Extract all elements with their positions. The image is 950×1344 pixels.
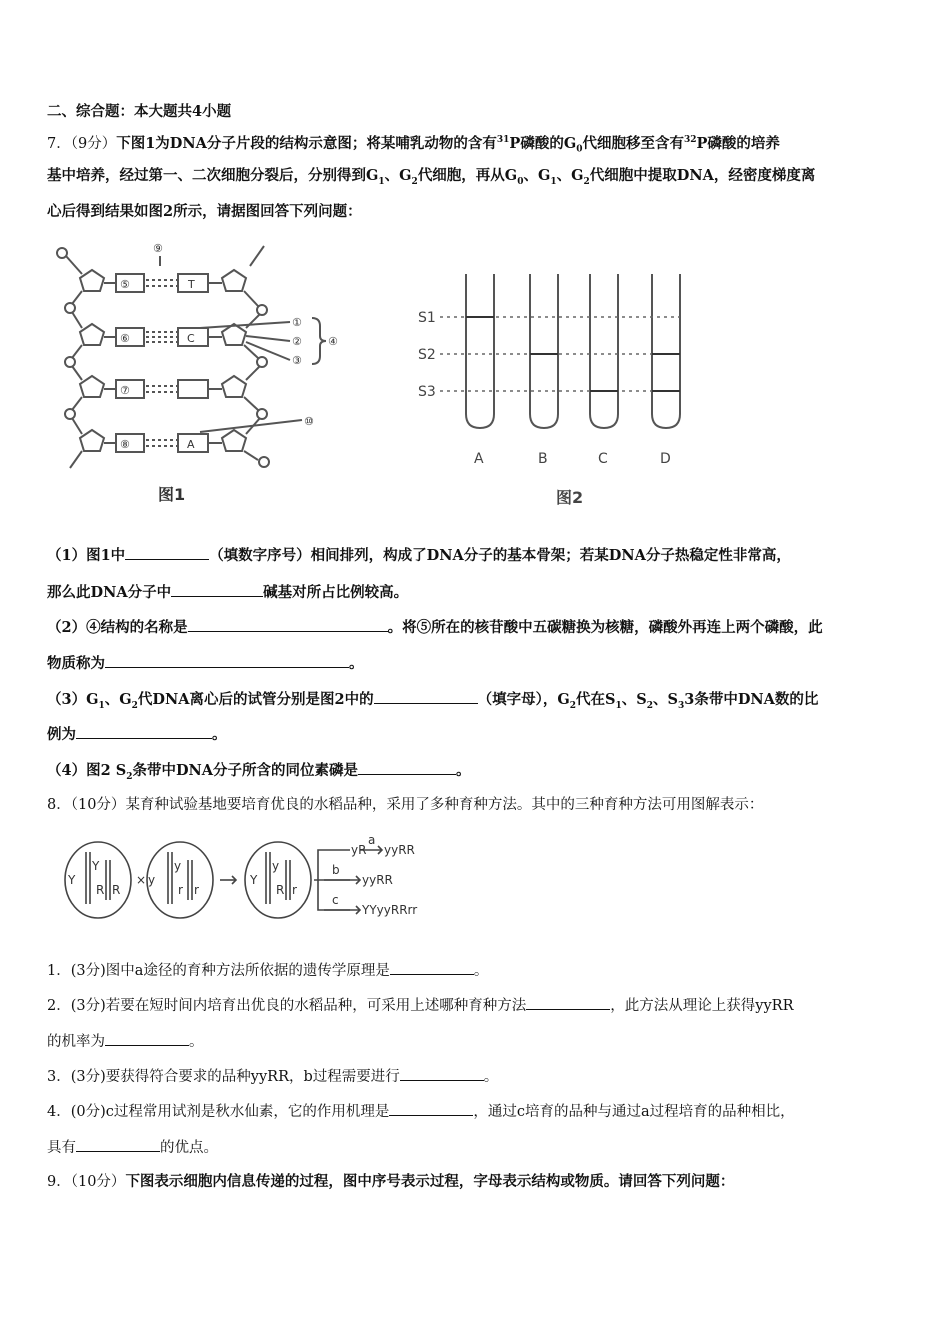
text: 、G xyxy=(104,691,132,708)
text: 。将⑤所在的核苷酸中五碳糖换为核糖，磷酸外再连上两个磷酸，此 xyxy=(387,619,823,636)
text: （3）G xyxy=(47,691,99,708)
q7-line-2 xyxy=(47,166,815,192)
sub: 2 xyxy=(646,700,653,711)
base-c: C xyxy=(187,332,195,345)
q7-score: （9分） xyxy=(70,135,117,152)
gene-label: y xyxy=(272,859,280,873)
gene-label: R xyxy=(276,883,285,897)
label-6: ⑥ xyxy=(120,332,130,345)
text: （4）图2 S xyxy=(47,762,127,779)
answer-blank-8[interactable] xyxy=(390,960,474,975)
text: ，此方法从理论上获得yyRR xyxy=(610,998,794,1014)
figure-2-caption: 图2 xyxy=(556,488,584,507)
text: 条带中DNA分子所含的同位素磷是 xyxy=(132,762,359,779)
q8-text: 某育种试验基地要培育优良的水稻品种，采用了多种育种方法。其中的三种育种方法可用图解表示： xyxy=(125,797,764,813)
sub: 0 xyxy=(517,176,524,187)
text: 。 xyxy=(212,726,227,743)
answer-blank-3[interactable] xyxy=(188,617,388,632)
sub: 3 xyxy=(677,700,685,711)
band-label-s3: S3 xyxy=(418,384,436,400)
path-a-letter: a xyxy=(368,833,376,847)
answer-blank-11[interactable] xyxy=(400,1066,484,1081)
text: 。 xyxy=(189,1034,204,1050)
q7-sub3-line2 xyxy=(47,724,227,745)
q8-part1 xyxy=(47,960,488,981)
q9-num: 9． xyxy=(47,1174,71,1190)
q9-score: （10分） xyxy=(70,1174,126,1190)
text: 的优点。 xyxy=(160,1140,218,1156)
sub: 2 xyxy=(411,176,418,187)
tube-label-b: B xyxy=(538,451,548,467)
answer-blank-7[interactable] xyxy=(358,760,456,775)
answer-blank-10[interactable] xyxy=(105,1031,189,1046)
gene-label: r xyxy=(194,883,199,897)
figure-1-dna-structure xyxy=(50,236,360,511)
text: ，通过c培育的品种与通过a过程培育的品种相比， xyxy=(473,1104,795,1120)
tube-a xyxy=(466,274,494,428)
text: 。 xyxy=(456,762,471,779)
answer-blank-4[interactable] xyxy=(105,653,349,668)
answer-blank-1[interactable] xyxy=(125,545,209,560)
sub: 1 xyxy=(550,176,557,187)
q8-part2-line2 xyxy=(47,1031,204,1052)
path-a-result: yyRR xyxy=(384,843,415,857)
tube-b xyxy=(530,274,558,428)
text: 、S xyxy=(621,691,647,708)
text: 具有 xyxy=(47,1140,76,1156)
label-8: ⑧ xyxy=(120,438,130,451)
q7-line-3: 心后得到结果如图2所示，请据图回答下列问题： xyxy=(47,203,362,220)
sub: 2 xyxy=(569,700,576,711)
text: （1）图1中 xyxy=(47,547,126,564)
path-c-result: YYyyRRrr xyxy=(362,903,418,917)
text: 1．(3分)图中a途径的育种方法所依据的遗传学原理是 xyxy=(47,963,390,979)
sub: 2 xyxy=(583,176,590,187)
label-4: ④ xyxy=(328,335,338,348)
label-7: ⑦ xyxy=(120,384,130,397)
cross-symbol: × xyxy=(136,873,147,887)
path-b-result: yyRR xyxy=(362,873,393,887)
sub: 2 xyxy=(131,700,138,711)
text: （填数字序号）相间排列，构成了DNA分子的基本骨架；若某DNA分子热稳定性非常高， xyxy=(209,547,791,564)
gene-label: y xyxy=(148,873,156,887)
answer-blank-12[interactable] xyxy=(389,1101,473,1116)
text: 2．(3分)若要在短时间内培育出优良的水稻品种，可采用上述哪种育种方法 xyxy=(47,998,527,1014)
gene-label: r xyxy=(178,883,183,897)
q7-text-1b: P磷酸的G xyxy=(509,134,577,152)
q7-sub2-line2 xyxy=(47,653,364,674)
q7-sub4 xyxy=(47,760,471,787)
path-b-letter: b xyxy=(332,863,340,877)
tube-label-c: C xyxy=(598,451,608,467)
gene-label: Y xyxy=(250,873,258,887)
gene-label: r xyxy=(292,883,297,897)
label-1: ① xyxy=(292,316,302,329)
sub: 1 xyxy=(615,700,622,711)
q9-text: 下图表示细胞内信息传递的过程，图中序号表示过程，字母表示结构或物质。请回答下列问题： xyxy=(125,1173,735,1190)
section-title: 二、综合题：本大题共4小题 xyxy=(47,103,232,120)
text: 的机率为 xyxy=(47,1034,105,1050)
q7-text-2d: 、G xyxy=(523,167,551,184)
answer-blank-5[interactable] xyxy=(374,689,478,704)
text: 物质称为 xyxy=(47,655,105,672)
label-10: ⑩ xyxy=(304,415,314,428)
q8-line xyxy=(47,795,763,815)
q7-num: 7． xyxy=(47,135,71,152)
q7-text-2e: 、G xyxy=(556,167,584,184)
text: 4．(0分)c过程常用试剂是秋水仙素，它的作用机理是 xyxy=(47,1104,390,1120)
q8-num: 8． xyxy=(47,797,71,813)
text: 代DNA离心后的试管分别是图2中的 xyxy=(137,691,374,708)
q7-line-1 xyxy=(47,130,780,160)
text: 代在S xyxy=(575,691,616,708)
q7-sub2-line1 xyxy=(47,617,823,638)
q8-part4-line2 xyxy=(47,1137,218,1158)
answer-blank-9[interactable] xyxy=(526,995,610,1010)
text: 碱基对所占比例较高。 xyxy=(263,584,409,601)
sup-32: 32 xyxy=(683,135,697,145)
q9-line xyxy=(47,1172,734,1192)
tube-c xyxy=(590,274,618,428)
sup-31: 31 xyxy=(496,135,510,145)
q8-part3 xyxy=(47,1066,498,1087)
q7-text-2a: 基中培养，经过第一、二次细胞分裂后，分别得到G xyxy=(47,167,379,184)
text: （填字母），G xyxy=(477,691,570,708)
band-label-s2: S2 xyxy=(418,347,436,363)
tube-d xyxy=(652,274,680,428)
label-9: ⑨ xyxy=(153,242,163,255)
text: 。 xyxy=(483,1069,499,1085)
text: 。 xyxy=(349,655,364,672)
q7-text-2f: 代细胞中提取DNA，经密度梯度离 xyxy=(589,167,816,184)
answer-blank-6[interactable] xyxy=(76,724,212,739)
label-2: ② xyxy=(292,335,302,348)
q7-text-2b: 、G xyxy=(384,167,412,184)
base-a: A xyxy=(187,438,195,451)
text: 。 xyxy=(473,963,489,979)
text: 那么此DNA分子中 xyxy=(47,584,172,601)
label-5: ⑤ xyxy=(120,278,130,291)
q7-text-1c: 代细胞移至含有 xyxy=(582,134,684,152)
label-3: ③ xyxy=(292,354,302,367)
text: 3．(3分)要获得符合要求的品种yyRR，b过程需要进行 xyxy=(47,1069,400,1085)
gene-label: Y xyxy=(92,859,100,873)
q7-sub3-line1 xyxy=(47,689,818,716)
breeding-diagram xyxy=(60,830,430,930)
q7-sub1-line1 xyxy=(47,545,791,566)
sub: 2 xyxy=(126,771,133,782)
q8-part2-line1 xyxy=(47,995,793,1016)
q8-part4-line1 xyxy=(47,1101,795,1122)
gene-label: R xyxy=(112,883,121,897)
tube-label-a: A xyxy=(474,451,484,467)
answer-blank-13[interactable] xyxy=(76,1137,160,1152)
answer-blank-2[interactable] xyxy=(171,582,263,597)
figure-1-caption: 图1 xyxy=(158,485,186,504)
band-label-s1: S1 xyxy=(418,310,436,326)
cell-2 xyxy=(147,842,213,918)
text: 、S xyxy=(652,691,678,708)
sub: 1 xyxy=(98,700,105,711)
text: 例为 xyxy=(47,726,76,743)
path-c-letter: c xyxy=(332,893,339,907)
path-a-intermediate: yR xyxy=(351,843,367,857)
q7-sub1-line2 xyxy=(47,582,408,603)
tube-label-d: D xyxy=(660,451,671,467)
text: 3条带中DNA数的比 xyxy=(684,691,819,708)
q7-text-1d: P磷酸的培养 xyxy=(696,134,780,152)
figure-2-centrifuge-tubes xyxy=(410,260,700,510)
gene-label: Y xyxy=(68,873,76,887)
text: （2）④结构的名称是 xyxy=(47,619,188,636)
sub: 1 xyxy=(378,176,385,187)
base-t: T xyxy=(188,278,195,291)
gene-label: R xyxy=(96,883,105,897)
q8-score: （10分） xyxy=(70,797,126,813)
q7-text-1a: 下图1为DNA分子片段的结构示意图；将某哺乳动物的含有 xyxy=(116,134,497,152)
q7-text-2c: 代细胞，再从G xyxy=(417,167,518,184)
gene-label: y xyxy=(174,859,182,873)
sub-0: 0 xyxy=(576,144,583,155)
